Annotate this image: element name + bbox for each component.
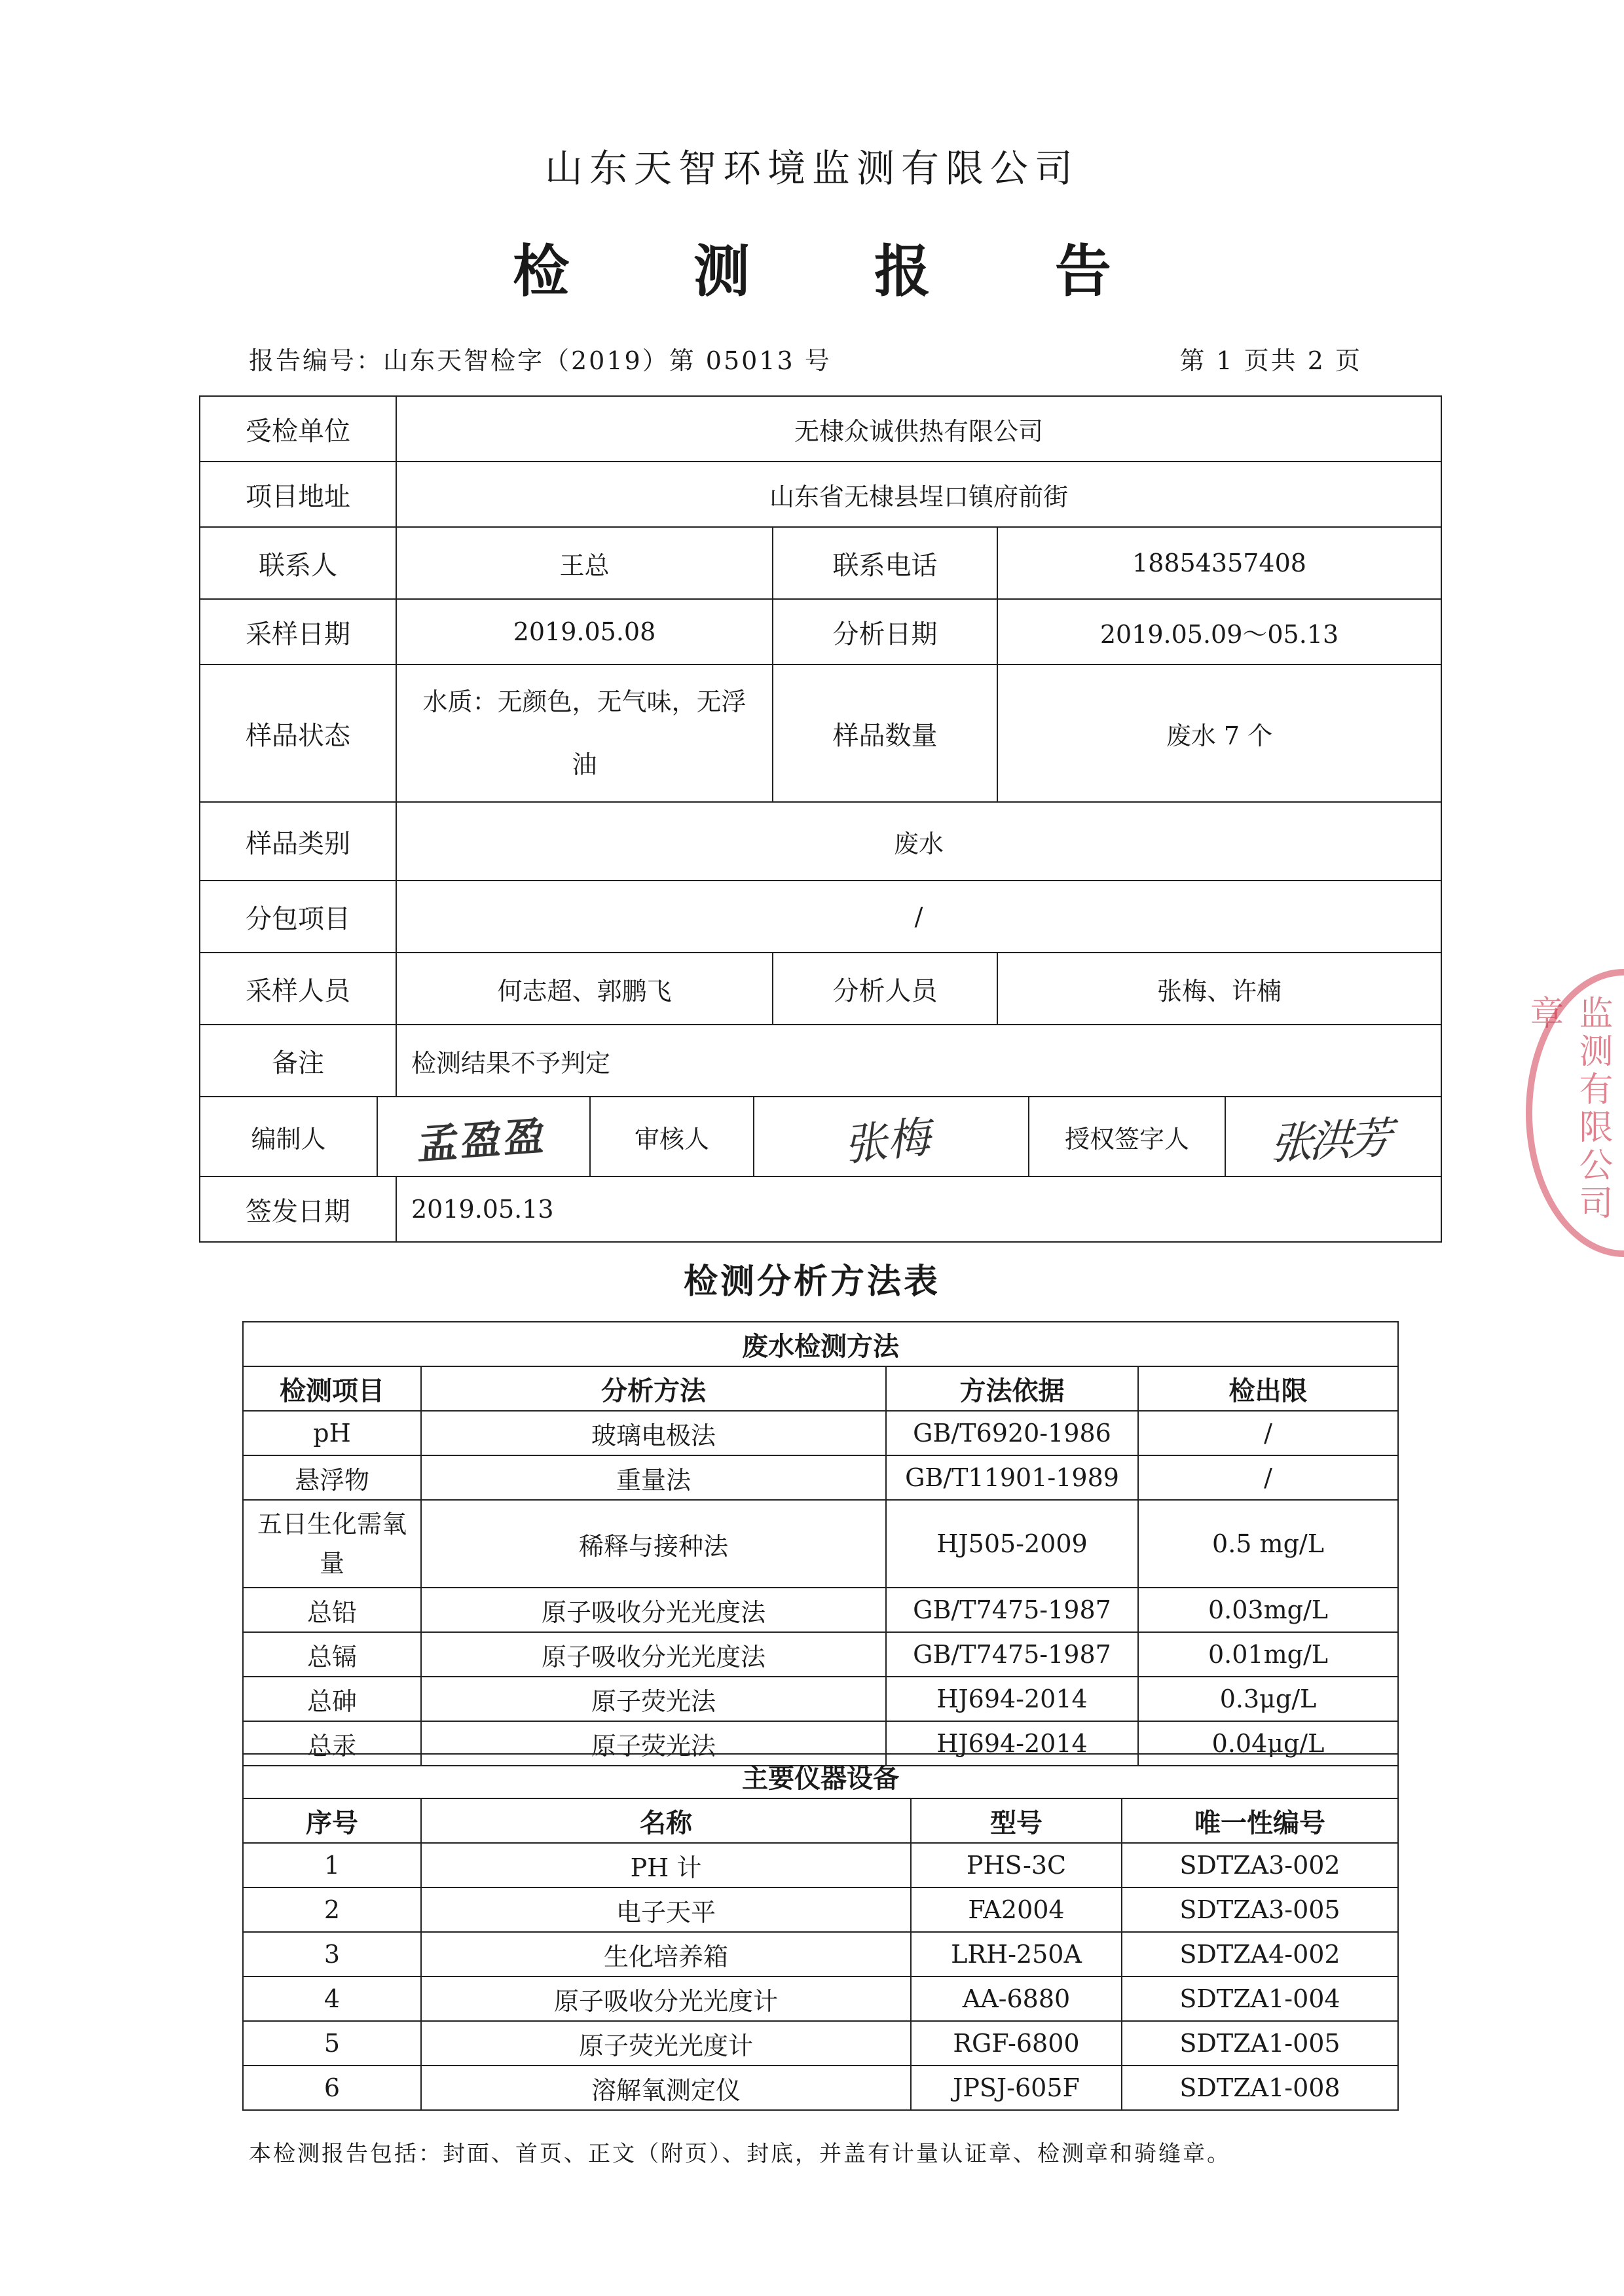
remarks-label: 备注 bbox=[200, 1025, 396, 1097]
subcontract-value: / bbox=[396, 881, 1441, 953]
method-table-title: 废水检测方法 bbox=[243, 1322, 1398, 1366]
table-row bbox=[243, 2066, 1398, 2110]
client-label: 受检单位 bbox=[200, 396, 396, 462]
table-row bbox=[243, 2021, 1398, 2066]
sampling-date-label: 采样日期 bbox=[200, 599, 396, 665]
table-cell: 原子荧光法 bbox=[421, 1721, 886, 1766]
table-cell: GB/T7475-1987 bbox=[886, 1588, 1138, 1632]
table-cell: 0.3μg/L bbox=[1138, 1677, 1398, 1721]
table-cell: PHS-3C bbox=[911, 1843, 1122, 1887]
table-cell: 原子荧光法 bbox=[421, 1677, 886, 1721]
table-cell: / bbox=[1138, 1411, 1398, 1455]
table-cell: 0.5 mg/L bbox=[1138, 1500, 1398, 1588]
phone-label: 联系电话 bbox=[773, 527, 997, 599]
table-cell: 总汞 bbox=[243, 1721, 421, 1766]
table-row bbox=[200, 1025, 1441, 1097]
equipment-table bbox=[242, 1753, 1399, 2111]
column-header: 分析方法 bbox=[421, 1366, 886, 1411]
table-row bbox=[200, 527, 1441, 599]
table-cell: 1 bbox=[243, 1843, 421, 1887]
column-header: 名称 bbox=[421, 1798, 911, 1843]
table-cell: SDTZA1-005 bbox=[1122, 2021, 1398, 2066]
table-cell: GB/T11901-1989 bbox=[886, 1455, 1138, 1500]
table-row bbox=[200, 1176, 1441, 1242]
sample-state-value: 水质：无颜色，无气味，无浮油 bbox=[396, 665, 773, 802]
table-cell: 0.03mg/L bbox=[1138, 1588, 1398, 1632]
table-cell: HJ694-2014 bbox=[886, 1721, 1138, 1766]
column-header: 检出限 bbox=[1138, 1366, 1398, 1411]
phone-value: 18854357408 bbox=[997, 527, 1441, 599]
contact-label: 联系人 bbox=[200, 527, 396, 599]
table-cell: RGF-6800 bbox=[911, 2021, 1122, 2066]
report-info-table bbox=[199, 395, 1442, 1243]
table-row bbox=[243, 1500, 1398, 1588]
analysts-label: 分析人员 bbox=[773, 953, 997, 1025]
contact-value: 王总 bbox=[396, 527, 773, 599]
table-cell: 5 bbox=[243, 2021, 421, 2066]
page-number: 第 1 页共 2 页 bbox=[1179, 346, 1362, 375]
table-row bbox=[200, 599, 1441, 665]
issue-date-value: 2019.05.13 bbox=[396, 1176, 1441, 1242]
column-header: 方法依据 bbox=[886, 1366, 1138, 1411]
report-title: 检 测 报 告 bbox=[513, 238, 1164, 304]
table-cell: 6 bbox=[243, 2066, 421, 2110]
table-cell: 重量法 bbox=[421, 1455, 886, 1500]
table-cell: 2 bbox=[243, 1887, 421, 1932]
table-row bbox=[243, 1887, 1398, 1932]
table-cell: GB/T7475-1987 bbox=[886, 1632, 1138, 1677]
table-row bbox=[200, 802, 1441, 881]
compiler-signature bbox=[377, 1097, 590, 1176]
table-cell: SDTZA3-002 bbox=[1122, 1843, 1398, 1887]
column-header: 唯一性编号 bbox=[1122, 1798, 1398, 1843]
address-label: 项目地址 bbox=[200, 462, 396, 527]
seal-text: 监测有限公司章 bbox=[1524, 995, 1612, 1223]
table-cell: SDTZA4-002 bbox=[1122, 1932, 1398, 1977]
method-table bbox=[242, 1321, 1399, 1766]
method-section-title: 检测分析方法表 bbox=[683, 1262, 940, 1302]
signatory-signature-text: 张洪芳 bbox=[1266, 1112, 1399, 1169]
table-cell: JPSJ-605F bbox=[911, 2066, 1122, 2110]
table-row bbox=[200, 665, 1441, 802]
table-cell: 4 bbox=[243, 1977, 421, 2021]
analysis-date-value: 2019.05.09～05.13 bbox=[997, 599, 1441, 665]
table-cell: 0.04μg/L bbox=[1138, 1721, 1398, 1766]
table-cell: 总镉 bbox=[243, 1632, 421, 1677]
table-cell: 玻璃电极法 bbox=[421, 1411, 886, 1455]
column-header: 型号 bbox=[911, 1798, 1122, 1843]
table-row bbox=[243, 1588, 1398, 1632]
samplers-label: 采样人员 bbox=[200, 953, 396, 1025]
samplers-value: 何志超、郭鹏飞 bbox=[396, 953, 773, 1025]
table-cell: / bbox=[1138, 1455, 1398, 1500]
table-header-row bbox=[243, 1366, 1398, 1411]
signature-table bbox=[200, 1097, 1442, 1176]
equipment-table-title: 主要仪器设备 bbox=[243, 1754, 1398, 1798]
subcontract-label: 分包项目 bbox=[200, 881, 396, 953]
column-header: 检测项目 bbox=[243, 1366, 421, 1411]
table-header-row bbox=[243, 1798, 1398, 1843]
table-cell: SDTZA3-005 bbox=[1122, 1887, 1398, 1932]
table-row bbox=[243, 1411, 1398, 1455]
signature-row bbox=[200, 1097, 1441, 1176]
table-cell: 3 bbox=[243, 1932, 421, 1977]
remarks-value: 检测结果不予判定 bbox=[396, 1025, 1441, 1097]
table-cell: 稀释与接种法 bbox=[421, 1500, 886, 1588]
table-cell: HJ505-2009 bbox=[886, 1500, 1138, 1588]
address-value: 山东省无棣县埕口镇府前街 bbox=[396, 462, 1441, 527]
table-cell: FA2004 bbox=[911, 1887, 1122, 1932]
table-cell: 原子荧光光度计 bbox=[421, 2021, 911, 2066]
table-row bbox=[200, 462, 1441, 527]
table-cell: 原子吸收分光光度法 bbox=[421, 1632, 886, 1677]
reviewer-label: 审核人 bbox=[590, 1097, 754, 1176]
analysis-date-label: 分析日期 bbox=[773, 599, 997, 665]
table-cell: PH 计 bbox=[421, 1843, 911, 1887]
table-cell: SDTZA1-004 bbox=[1122, 1977, 1398, 2021]
table-cell: GB/T6920-1986 bbox=[886, 1411, 1138, 1455]
table-cell: 原子吸收分光光度计 bbox=[421, 1977, 911, 2021]
signatory-signature bbox=[1225, 1097, 1442, 1176]
signatory-label: 授权签字人 bbox=[1029, 1097, 1225, 1176]
table-cell: 0.01mg/L bbox=[1138, 1632, 1398, 1677]
compiler-label: 编制人 bbox=[200, 1097, 377, 1176]
table-cell: HJ694-2014 bbox=[886, 1677, 1138, 1721]
reviewer-signature bbox=[754, 1097, 1029, 1176]
table-cell: 总铅 bbox=[243, 1588, 421, 1632]
table-cell: 溶解氧测定仪 bbox=[421, 2066, 911, 2110]
sampling-date-value: 2019.05.08 bbox=[396, 599, 773, 665]
company-name: 山东天智环境监测有限公司 bbox=[544, 146, 1079, 191]
table-row bbox=[243, 1977, 1398, 2021]
table-cell: AA-6880 bbox=[911, 1977, 1122, 2021]
table-cell: 五日生化需氧量 bbox=[243, 1500, 421, 1588]
table-cell: LRH-250A bbox=[911, 1932, 1122, 1977]
issue-date-label: 签发日期 bbox=[200, 1176, 396, 1242]
table-cell: 悬浮物 bbox=[243, 1455, 421, 1500]
reviewer-signature-text: 张梅 bbox=[843, 1110, 938, 1171]
table-cell: 总砷 bbox=[243, 1677, 421, 1721]
table-row bbox=[200, 953, 1441, 1025]
table-row bbox=[243, 1932, 1398, 1977]
table-row bbox=[200, 881, 1441, 953]
table-row bbox=[243, 1455, 1398, 1500]
table-row bbox=[243, 1677, 1398, 1721]
table-cell: 电子天平 bbox=[421, 1887, 911, 1932]
sample-qty-label: 样品数量 bbox=[773, 665, 997, 802]
report-number: 报告编号：山东天智检字（2019）第 05013 号 bbox=[249, 346, 832, 375]
client-value: 无棣众诚供热有限公司 bbox=[396, 396, 1441, 462]
sample-state-label: 样品状态 bbox=[200, 665, 396, 802]
table-cell: 原子吸收分光光度法 bbox=[421, 1588, 886, 1632]
report-footer-note: 本检测报告包括：封面、首页、正文（附页）、封底，并盖有计量认证章、检测章和骑缝章。 bbox=[249, 2141, 1231, 2167]
column-header: 序号 bbox=[243, 1798, 421, 1843]
sample-type-value: 废水 bbox=[396, 802, 1441, 881]
compiler-signature-text: 孟盈盈 bbox=[416, 1111, 550, 1169]
table-cell: SDTZA1-008 bbox=[1122, 2066, 1398, 2110]
table-row bbox=[243, 1754, 1398, 1798]
table-cell: 生化培养箱 bbox=[421, 1932, 911, 1977]
table-row bbox=[243, 1843, 1398, 1887]
table-row bbox=[243, 1322, 1398, 1366]
table-row bbox=[243, 1632, 1398, 1677]
table-cell: pH bbox=[243, 1411, 421, 1455]
table-row bbox=[200, 1097, 1441, 1176]
sample-type-label: 样品类别 bbox=[200, 802, 396, 881]
sample-qty-value: 废水 7 个 bbox=[997, 665, 1441, 802]
analysts-value: 张梅、许楠 bbox=[997, 953, 1441, 1025]
table-row bbox=[200, 396, 1441, 462]
